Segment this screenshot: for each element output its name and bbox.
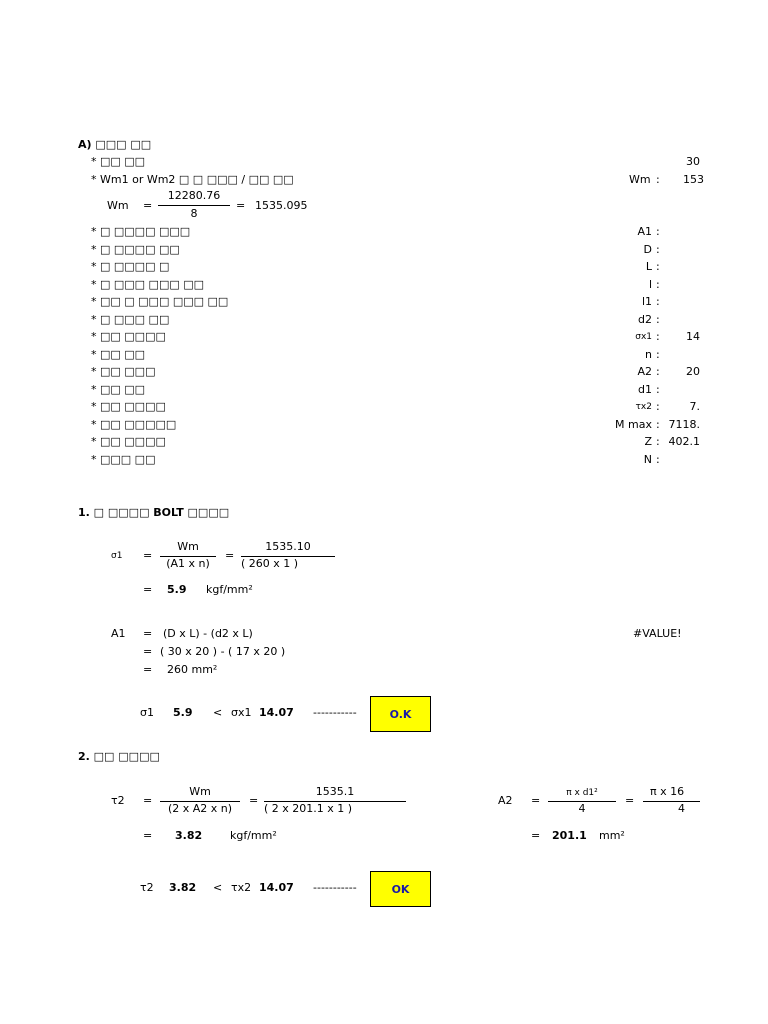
equals-sign: = (143, 829, 153, 842)
fraction-numerator: Wm (189, 785, 211, 798)
section-a-title: A) □□□ □□ (78, 138, 152, 151)
param-colon: : (656, 453, 660, 466)
fraction-line (158, 205, 230, 206)
param-colon: : (656, 173, 660, 186)
equals-sign: = (143, 663, 153, 676)
fraction-denominator: (A1 x n) (166, 557, 210, 570)
equals-sign: = (143, 794, 153, 807)
param-colon: : (656, 260, 660, 273)
fraction-line (643, 801, 700, 802)
param-colon: : (656, 418, 660, 431)
param-colon: : (656, 400, 660, 413)
a1-error: #VALUE! (633, 627, 682, 640)
a2-result: 201.1 (552, 829, 587, 842)
param-symbol: L (645, 260, 652, 273)
param-colon: : (656, 278, 660, 291)
fraction-denominator: 4 (578, 802, 586, 815)
equals-sign: = (531, 794, 541, 807)
param-colon: : (656, 348, 660, 361)
param-label: * □□□ □□ (91, 453, 156, 466)
wm-numerator: 12280.76 (167, 189, 221, 202)
result-unit: kgf/mm² (230, 829, 277, 842)
param-label: * □ □□□ □□ (91, 313, 170, 326)
dashes: ----------- (313, 881, 357, 894)
check-value: 3.82 (169, 881, 197, 894)
param-colon: : (656, 383, 660, 396)
less-than: < (213, 881, 223, 894)
status-text: OK (391, 882, 410, 896)
status-badge (370, 871, 431, 907)
wm-lhs: Wm (107, 199, 129, 212)
param-value: 20 (686, 365, 700, 378)
check-ref-value: 14.07 (259, 706, 294, 719)
param-label: * □ □□□□ □□ (91, 243, 180, 256)
param-label: * □□ □□□□ (91, 400, 166, 413)
param-value: 7. (689, 400, 700, 413)
param-symbol: τx2 (635, 402, 652, 412)
param-value: 7118. (668, 418, 700, 431)
tau2-result: 3.82 (175, 829, 203, 842)
param-colon: : (656, 243, 660, 256)
param-symbol: Z (644, 435, 652, 448)
param-label: * □□ □□ (91, 155, 146, 168)
param-symbol: σx1 (635, 332, 652, 342)
fraction-numerator: π x d1² (566, 788, 598, 798)
sigma1-result: 5.9 (167, 583, 187, 596)
param-label: * □ □□□□ □□□ (91, 225, 191, 238)
check-ref-symbol: σx1 (231, 706, 252, 719)
a1-symbol: A1 (111, 627, 126, 640)
result-unit: kgf/mm² (206, 583, 253, 596)
param-symbol: A1 (637, 225, 652, 238)
equals-sign: = (143, 627, 153, 640)
wm-result: 1535.095 (255, 199, 308, 212)
param-colon: : (656, 295, 660, 308)
section-2-title: 2. □□ □□□□ (78, 750, 160, 763)
check-value: 5.9 (173, 706, 193, 719)
param-value: 402.1 (668, 435, 700, 448)
param-label: * □ □□□ □□□ □□ (91, 278, 205, 291)
section-1-title: 1. □ □□□□ BOLT □□□□ (78, 506, 230, 519)
param-label: * □ □□□□ □ (91, 260, 170, 273)
equals-sign: = (143, 199, 153, 212)
param-symbol: N (643, 453, 652, 466)
dashes: ----------- (313, 706, 357, 719)
param-colon: : (656, 435, 660, 448)
check-symbol: σ1 (140, 706, 154, 719)
a2-unit: mm² (599, 829, 625, 842)
equals-sign: = (225, 549, 235, 562)
fraction-denominator: ( 2 x 201.1 x 1 ) (264, 802, 353, 815)
check-symbol: τ2 (140, 881, 154, 894)
fraction-numerator: Wm (177, 540, 199, 553)
tau2-symbol: τ2 (111, 794, 125, 807)
param-label: * □□ □□□ (91, 365, 156, 378)
equals-sign: = (249, 794, 259, 807)
param-symbol: M max (615, 418, 652, 431)
fraction-denominator: ( 260 x 1 ) (241, 557, 299, 570)
param-symbol: l1 (641, 295, 652, 308)
param-symbol: Wm (629, 173, 651, 186)
less-than: < (213, 706, 223, 719)
param-symbol: D (643, 243, 652, 256)
param-label: * □□ □□ (91, 383, 146, 396)
param-label: * Wm1 or Wm2 □ □ □□□ / □□ □□ (91, 173, 294, 186)
check-ref-symbol: τx2 (231, 881, 252, 894)
status-badge (370, 696, 431, 732)
a1-result: 260 mm² (167, 663, 218, 676)
param-label: * □□ □□ (91, 348, 146, 361)
fraction-numerator: 1535.1 (315, 785, 355, 798)
equals-sign: = (143, 549, 153, 562)
param-symbol: n (645, 348, 652, 361)
param-colon: : (656, 225, 660, 238)
wm-denominator: 8 (190, 207, 198, 220)
param-value: 14 (686, 330, 700, 343)
equals-sign: = (625, 794, 635, 807)
a1-expression: (D x L) - (d2 x L) (163, 627, 253, 640)
equals-sign: = (143, 583, 153, 596)
fraction-denominator: (2 x A2 x n) (167, 802, 233, 815)
param-symbol: A2 (637, 365, 652, 378)
param-symbol: d2 (638, 313, 652, 326)
fraction-numerator: π x 16 (650, 785, 685, 798)
a1-substitution: ( 30 x 20 ) - ( 17 x 20 ) (160, 645, 286, 658)
equals-sign: = (531, 829, 541, 842)
param-label: * □□ □ □□□ □□□ □□ (91, 295, 229, 308)
status-text: O.K (389, 707, 412, 721)
param-symbol: l (648, 278, 652, 291)
equals-sign: = (236, 199, 246, 212)
param-label: * □□ □□□□ (91, 435, 166, 448)
param-label: * □□ □□□□□ (91, 418, 177, 431)
sigma1-symbol: σ1 (111, 551, 123, 561)
param-value: 30 (686, 155, 700, 168)
equals-sign: = (143, 645, 153, 658)
param-value: 153 (683, 173, 704, 186)
a2-symbol: A2 (498, 794, 513, 807)
param-label: * □□ □□□□ (91, 330, 166, 343)
param-colon: : (656, 313, 660, 326)
param-symbol: d1 (638, 383, 652, 396)
check-ref-value: 14.07 (259, 881, 294, 894)
fraction-numerator: 1535.10 (265, 540, 311, 553)
fraction-denominator: 4 (678, 802, 685, 815)
param-colon: : (656, 330, 660, 343)
param-colon: : (656, 365, 660, 378)
